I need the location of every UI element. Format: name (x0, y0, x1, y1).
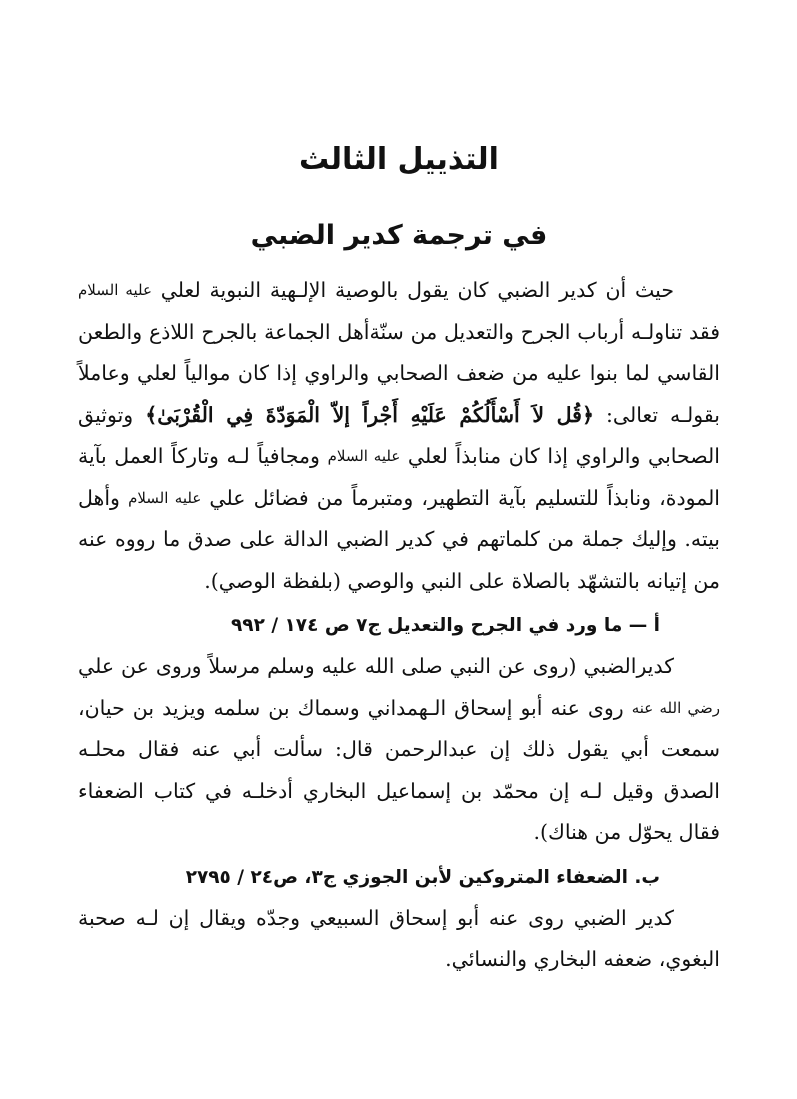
source-a-text-2: روى عنه أبو إسحاق الـهمداني وسماك بن سلمه ويزيد بن حيان، سمعت أبي يقول ذلك إن عبدالرحمن قال: سألت أبي عنه فقال محلـه الصدق وقيل لـه إن محمّد بن إسماعيل البخاري أدخلـه في كتاب الضعفاء فقال يحوّل من هناك). (78, 695, 720, 844)
honorific-1: عليه السلام (78, 281, 152, 299)
intro-text-5: وأهل بيته. وإليك جملة من كلماتهم في كدير الضبي الدالة على صدق ما رووه عنه من إتيانه بالتشهّد بالصلاة على النبي والوصي (بلفظة الوصي). (78, 485, 720, 593)
quran-verse: ﴿قُل لاَ أَسْأَلُكُمْ عَلَيْهِ أَجْراً إلاّ الْمَوَدّةَ فِي الْقُرْبَىٰ﴾ (145, 402, 594, 427)
intro-text-3: وتوثيق الصحابي والراوي إذا كان منابذاً لعلي (78, 402, 720, 468)
source-a-heading: أ — ما ورد في الجرح والتعديل ج٧ ص ١٧٤ / ٩٩٢ (231, 615, 660, 636)
source-b-heading: ب. الضعفاء المتروكين لأبن الجوزي ج٣، ص٢٤ / ٢٧٩٥ (185, 866, 660, 888)
source-a-text-1: كديرالضبي (روى عن النبي صلى الله عليه وسلم مرسلاً وروى عن علي (78, 654, 674, 678)
page (78, 120, 720, 981)
source-b-paragraph: كدير الضبي روى عنه أبو إسحاق السبيعي وجدّه ويقال إن لـه صحبة البغوي، ضعفه البخاري والنسائي. (78, 905, 720, 971)
page-subtitle: في ترجمة كدير الضبي (250, 220, 548, 251)
intro-text-2: فقد تناولـه أرباب الجرح والتعديل من سنّةأهل الجماعة بالجرح اللاذع والطعن القاسي لما بنوا عليه من ضعف الصحابي والراوي إذا كان موالياً لعلي وعاملاً بقولـه تعالى: (78, 319, 720, 427)
intro-paragraph (78, 270, 720, 602)
page-title: التذييل الثالث (299, 142, 499, 177)
honorific-3: عليه السلام (128, 488, 202, 507)
honorific-2: عليه السلام (327, 447, 401, 465)
honorific-4: رضي الله عنه (631, 698, 720, 717)
intro-text-4: ومجافياً لـه وتاركاً العمل بآية المودة، ونابذاً للتسليم بآية التطهير، ومتبرماً من فضائل علي (78, 444, 721, 510)
intro-text-1: حيث أن كدير الضبي كان يقول بالوصية الإلـهية النبوية لعلي (160, 278, 674, 302)
source-a-paragraph (78, 646, 720, 854)
